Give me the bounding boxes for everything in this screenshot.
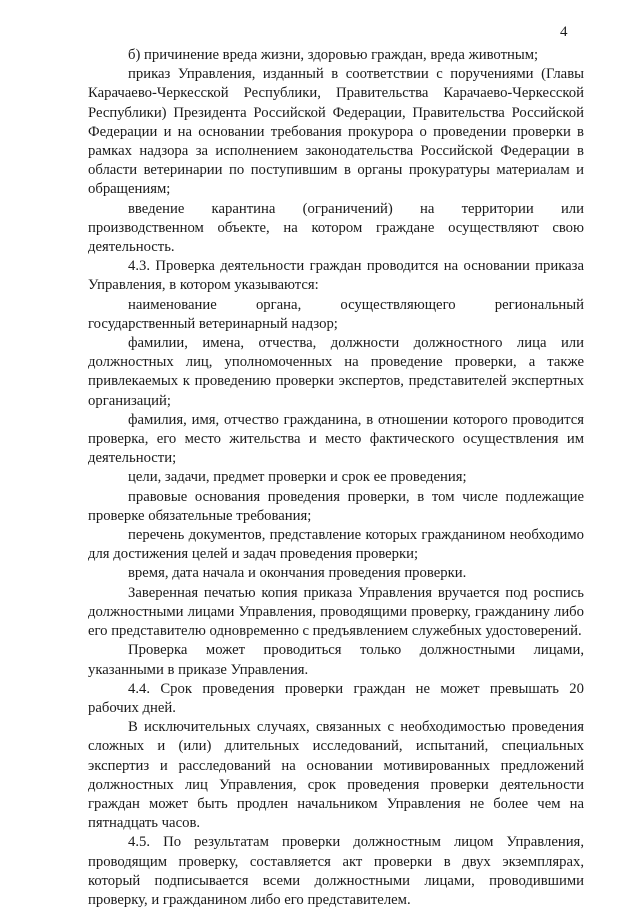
paragraph: правовые основания проведения проверки, в том числе подлежащие проверке обязательные требования; bbox=[88, 488, 584, 524]
page-number: 4 bbox=[560, 24, 568, 40]
paragraph: время, дата начала и окончания проведения проверки. bbox=[128, 565, 467, 582]
paragraph: фамилии, имена, отчества, должности должностного лица или должностных лиц, уполномоченных на проведение проверки, а также привлекаемых к проведению проверки экспертов, представителей экспертных организаций; bbox=[88, 335, 584, 409]
paragraph: цели, задачи, предмет проверки и срок ее проведения; bbox=[128, 469, 467, 486]
paragraph: введение карантина (ограничений) на территории или производственном объекте, на котором граждане осуществляют свою деятельность. bbox=[88, 200, 584, 256]
paragraph: наименование органа, осуществляющего региональный государственный ветеринарный надзор; bbox=[88, 296, 584, 332]
paragraph: приказ Управления, изданный в соответствии с поручениями (Главы Карачаево-Черкесской Республики, Правительства Карачаево-Черкесской Республики) Президента Российской Федерации, Правительства Российской Федерации и на основании требования прокурора о проведении проверки в рамках надзора за исполнением законодательства Российской Федерации в области ветеринарии по поступившим в органы прокуратуры материалам и обращениям; bbox=[88, 66, 584, 198]
paragraph: б) причинение вреда жизни, здоровью граждан, вреда животным; bbox=[128, 47, 539, 63]
paragraph: Проверка может проводиться только должностными лицами, указанными в приказе Управления. bbox=[88, 642, 584, 678]
paragraph: 4.3. Проверка деятельности граждан проводится на основании приказа Управления, в котором указываются: bbox=[88, 258, 584, 294]
paragraph: 4.5. По результатам проверки должностным лицом Управления, проводящим проверку, составляется акт проверки в двух экземплярах, который подписывается всеми должностными лицами, проводившими проверку, и гражданином либо его представителем. bbox=[88, 834, 584, 908]
paragraph: фамилия, имя, отчество гражданина, в отношении которого проводится проверка, его место жительства и место фактического осуществления им деятельности; bbox=[88, 411, 584, 467]
document-body bbox=[88, 46, 584, 910]
paragraph: 4.4. Срок проведения проверки граждан не может превышать 20 рабочих дней. bbox=[88, 680, 584, 716]
paragraph: перечень документов, представление которых гражданином необходимо для достижения целей и задач проведения проверки; bbox=[88, 527, 584, 563]
paragraph: В исключительных случаях, связанных с необходимостью проведения сложных и (или) длительных исследований, испытаний, специальных экспертиз и расследований на основании мотивированных предложений должностных лиц Управления, срок проведения проверки деятельности граждан может быть продлен начальником Управления не более чем на пятнадцать часов. bbox=[88, 719, 584, 832]
paragraph: Заверенная печатью копия приказа Управления вручается под роспись должностными лицами Управления, проводящими проверку, гражданину либо его представителю одновременно с предъявлением служебных удостоверений. bbox=[88, 584, 584, 640]
